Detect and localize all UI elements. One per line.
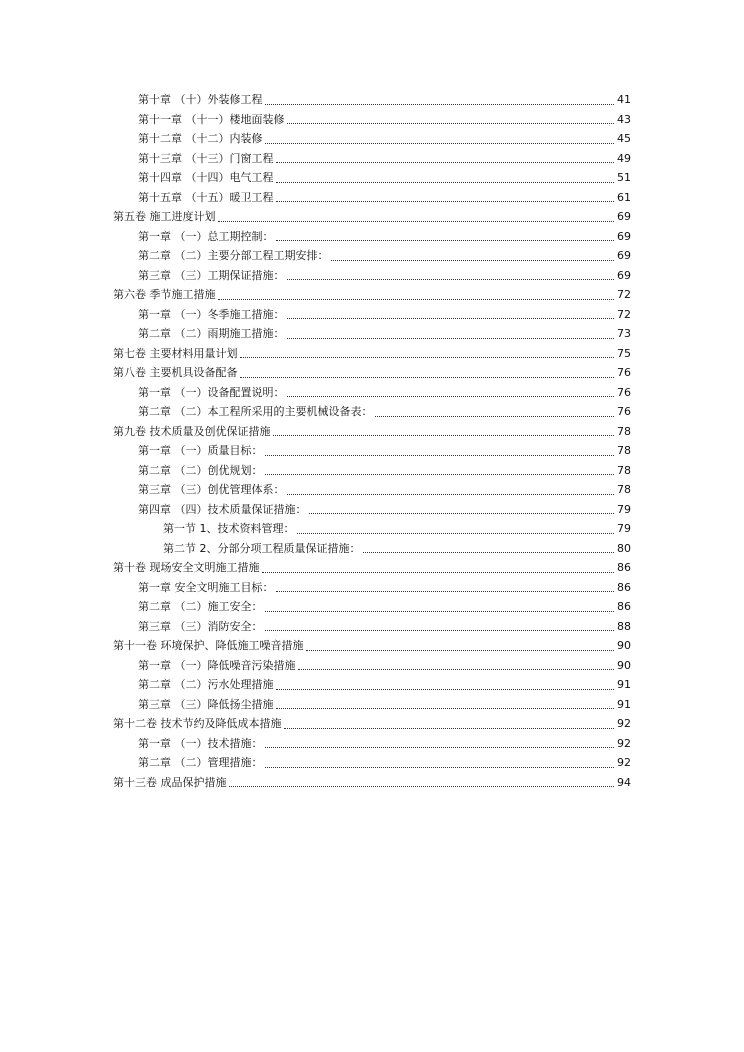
toc-entry-title: 第十章 （十）外装修工程 xyxy=(138,93,263,106)
toc-dot-leader xyxy=(265,766,615,768)
toc-entry-page-number: 43 xyxy=(617,112,631,126)
toc-entry[interactable] xyxy=(0,714,744,734)
toc-entry-title: 第二节 2、分部分项工程质量保证措施： xyxy=(163,541,361,555)
toc-entry-page-number: 69 xyxy=(617,249,631,262)
toc-entry-page-number: 69 xyxy=(617,229,631,243)
toc-entry[interactable] xyxy=(0,246,744,266)
toc-entry-title: 第十二章 （十二）内装修 xyxy=(138,132,263,145)
toc-entry-page-number: 78 xyxy=(617,424,631,438)
toc-entry-page-number: 76 xyxy=(617,405,631,418)
toc-entry[interactable] xyxy=(0,324,744,344)
toc-dot-leader xyxy=(306,649,615,651)
toc-entry-title: 第二章 （二）本工程所采用的主要机械设备表： xyxy=(138,405,373,418)
toc-entry[interactable] xyxy=(0,773,744,793)
toc-dot-leader xyxy=(265,746,615,748)
toc-dot-leader xyxy=(273,434,615,436)
table-of-contents xyxy=(0,90,744,792)
toc-entry-page-number: 45 xyxy=(617,132,631,145)
toc-entry-page-number: 90 xyxy=(617,658,631,672)
toc-entry-title: 第二章 （二）主要分部工程工期安排： xyxy=(138,249,329,262)
toc-dot-leader xyxy=(276,200,615,202)
toc-entry-page-number: 86 xyxy=(617,600,631,613)
toc-entry[interactable] xyxy=(0,285,744,305)
toc-dot-leader xyxy=(240,376,615,378)
toc-entry-title: 第十三章 （十三）门窗工程 xyxy=(138,151,274,165)
toc-entry-title: 第十二卷 技术节约及降低成本措施 xyxy=(113,717,282,730)
toc-entry[interactable] xyxy=(0,344,744,364)
toc-entry-title: 第二章 （二）创优规划： xyxy=(138,463,263,477)
toc-entry[interactable] xyxy=(0,402,744,422)
toc-entry[interactable] xyxy=(0,636,744,656)
toc-entry-title: 第三章 （三）降低扬尘措施 xyxy=(138,697,274,711)
toc-dot-leader xyxy=(240,356,615,358)
toc-entry-title: 第一章 （一）降低噪音污染措施 xyxy=(138,658,296,672)
toc-entry[interactable] xyxy=(0,519,744,539)
toc-dot-leader xyxy=(287,122,615,124)
toc-entry[interactable] xyxy=(0,441,744,461)
toc-entry-page-number: 90 xyxy=(617,639,631,652)
toc-entry-page-number: 76 xyxy=(617,366,631,379)
toc-dot-leader xyxy=(287,395,615,397)
toc-entry-page-number: 73 xyxy=(617,327,631,340)
toc-entry-page-number: 72 xyxy=(617,288,631,301)
toc-dot-leader xyxy=(276,707,615,709)
toc-entry-page-number: 78 xyxy=(617,444,631,457)
toc-entry-title: 第一章 （一）设备配置说明： xyxy=(138,385,285,399)
toc-entry-page-number: 78 xyxy=(617,463,631,477)
toc-entry[interactable] xyxy=(0,597,744,617)
toc-dot-leader xyxy=(265,454,615,456)
toc-entry[interactable] xyxy=(0,363,744,383)
toc-entry-page-number: 91 xyxy=(617,697,631,711)
toc-entry-title: 第五卷 施工进度计划 xyxy=(113,210,216,223)
toc-entry[interactable] xyxy=(0,149,744,169)
toc-entry-page-number: 41 xyxy=(617,93,631,106)
toc-entry-page-number: 91 xyxy=(617,678,631,691)
toc-entry-page-number: 94 xyxy=(617,775,631,789)
toc-entry-title: 第二章 （二）雨期施工措施： xyxy=(138,327,285,340)
toc-entry-title: 第三章 （三）工期保证措施： xyxy=(138,268,285,282)
toc-dot-leader xyxy=(287,493,615,495)
toc-dot-leader xyxy=(265,610,615,612)
toc-entry[interactable] xyxy=(0,305,744,325)
toc-entry[interactable] xyxy=(0,207,744,227)
toc-entry-page-number: 69 xyxy=(617,268,631,282)
toc-dot-leader xyxy=(276,590,615,592)
toc-entry-page-number: 79 xyxy=(617,522,631,535)
toc-dot-leader xyxy=(218,298,615,300)
toc-entry-page-number: 86 xyxy=(617,561,631,574)
toc-entry-title: 第一章 （一）技术措施： xyxy=(138,736,263,750)
toc-entry-title: 第三章 （三）消防安全： xyxy=(138,619,263,633)
toc-entry-page-number: 92 xyxy=(617,717,631,730)
toc-entry-title: 第三章 （三）创优管理体系： xyxy=(138,483,285,496)
toc-entry-title: 第十四章 （十四）电气工程 xyxy=(138,171,274,184)
toc-entry[interactable] xyxy=(0,656,744,676)
toc-entry-page-number: 78 xyxy=(617,483,631,496)
toc-entry-page-number: 80 xyxy=(617,541,631,555)
toc-entry[interactable] xyxy=(0,539,744,559)
toc-entry-title: 第一章 （一）质量目标： xyxy=(138,444,263,457)
toc-entry-title: 第四章 （四）技术质量保证措施： xyxy=(138,502,307,516)
toc-entry[interactable] xyxy=(0,753,744,773)
toc-entry-page-number: 61 xyxy=(617,190,631,204)
toc-dot-leader xyxy=(265,629,615,631)
toc-dot-leader xyxy=(298,668,615,670)
toc-entry[interactable] xyxy=(0,734,744,754)
toc-entry[interactable] xyxy=(0,383,744,403)
toc-entry[interactable] xyxy=(0,558,744,578)
toc-dot-leader xyxy=(276,239,615,241)
toc-entry-page-number: 92 xyxy=(617,756,631,769)
toc-dot-leader xyxy=(287,317,615,319)
toc-entry[interactable] xyxy=(0,617,744,637)
toc-entry-title: 第一章 安全文明施工目标： xyxy=(138,580,274,594)
toc-dot-leader xyxy=(287,337,615,339)
toc-dot-leader xyxy=(229,785,615,787)
toc-entry-title: 第十一卷 环境保护、降低施工噪音措施 xyxy=(113,639,304,652)
toc-entry-title: 第十一章 （十一）楼地面装修 xyxy=(138,112,285,126)
toc-entry-title: 第一章 （一）冬季施工措施： xyxy=(138,307,285,321)
toc-entry-title: 第十五章 （十五）暖卫工程 xyxy=(138,190,274,204)
toc-dot-leader xyxy=(287,278,615,280)
toc-entry[interactable] xyxy=(0,675,744,695)
toc-entry[interactable] xyxy=(0,695,744,715)
toc-entry-title: 第十三卷 成品保护措施 xyxy=(113,775,227,789)
toc-entry[interactable] xyxy=(0,129,744,149)
toc-dot-leader xyxy=(276,688,615,690)
toc-entry[interactable] xyxy=(0,90,744,110)
toc-entry-title: 第七卷 主要材料用量计划 xyxy=(113,346,238,360)
toc-dot-leader xyxy=(265,142,615,144)
toc-dot-leader xyxy=(262,571,615,573)
toc-dot-leader xyxy=(265,103,615,105)
toc-entry-page-number: 86 xyxy=(617,580,631,594)
toc-entry-page-number: 72 xyxy=(617,307,631,321)
toc-dot-leader xyxy=(284,727,615,729)
toc-entry[interactable] xyxy=(0,480,744,500)
toc-dot-leader xyxy=(297,532,615,534)
toc-entry-title: 第六卷 季节施工措施 xyxy=(113,288,216,301)
toc-dot-leader xyxy=(363,551,615,553)
toc-entry[interactable] xyxy=(0,188,744,208)
toc-entry[interactable] xyxy=(0,422,744,442)
toc-entry-page-number: 69 xyxy=(617,210,631,223)
toc-entry-title: 第一节 1、技术资料管理： xyxy=(163,522,295,535)
toc-entry[interactable] xyxy=(0,110,744,130)
toc-entry-title: 第九卷 技术质量及创优保证措施 xyxy=(113,424,271,438)
toc-entry-title: 第二章 （二）管理措施： xyxy=(138,756,263,769)
toc-entry-title: 第二章 （二）施工安全： xyxy=(138,600,263,613)
toc-entry-page-number: 76 xyxy=(617,385,631,399)
toc-dot-leader xyxy=(309,512,615,514)
toc-entry-title: 第八卷 主要机具设备配备 xyxy=(113,366,238,379)
toc-entry-title: 第十卷 现场安全文明施工措施 xyxy=(113,561,260,574)
toc-dot-leader xyxy=(375,415,615,417)
toc-entry[interactable] xyxy=(0,461,744,481)
toc-dot-leader xyxy=(331,259,615,261)
toc-dot-leader xyxy=(276,181,615,183)
toc-entry[interactable] xyxy=(0,227,744,247)
toc-entry-page-number: 92 xyxy=(617,736,631,750)
toc-dot-leader xyxy=(218,220,615,222)
toc-entry-page-number: 51 xyxy=(617,171,631,184)
toc-entry[interactable] xyxy=(0,578,744,598)
toc-entry[interactable] xyxy=(0,266,744,286)
toc-dot-leader xyxy=(276,161,615,163)
toc-entry-page-number: 88 xyxy=(617,619,631,633)
toc-entry-page-number: 79 xyxy=(617,502,631,516)
toc-entry-title: 第二章 （二）污水处理措施 xyxy=(138,678,274,691)
toc-entry[interactable] xyxy=(0,500,744,520)
toc-entry[interactable] xyxy=(0,168,744,188)
toc-dot-leader xyxy=(265,473,615,475)
toc-entry-page-number: 75 xyxy=(617,346,631,360)
toc-entry-title: 第一章 （一）总工期控制： xyxy=(138,229,274,243)
toc-entry-page-number: 49 xyxy=(617,151,631,165)
